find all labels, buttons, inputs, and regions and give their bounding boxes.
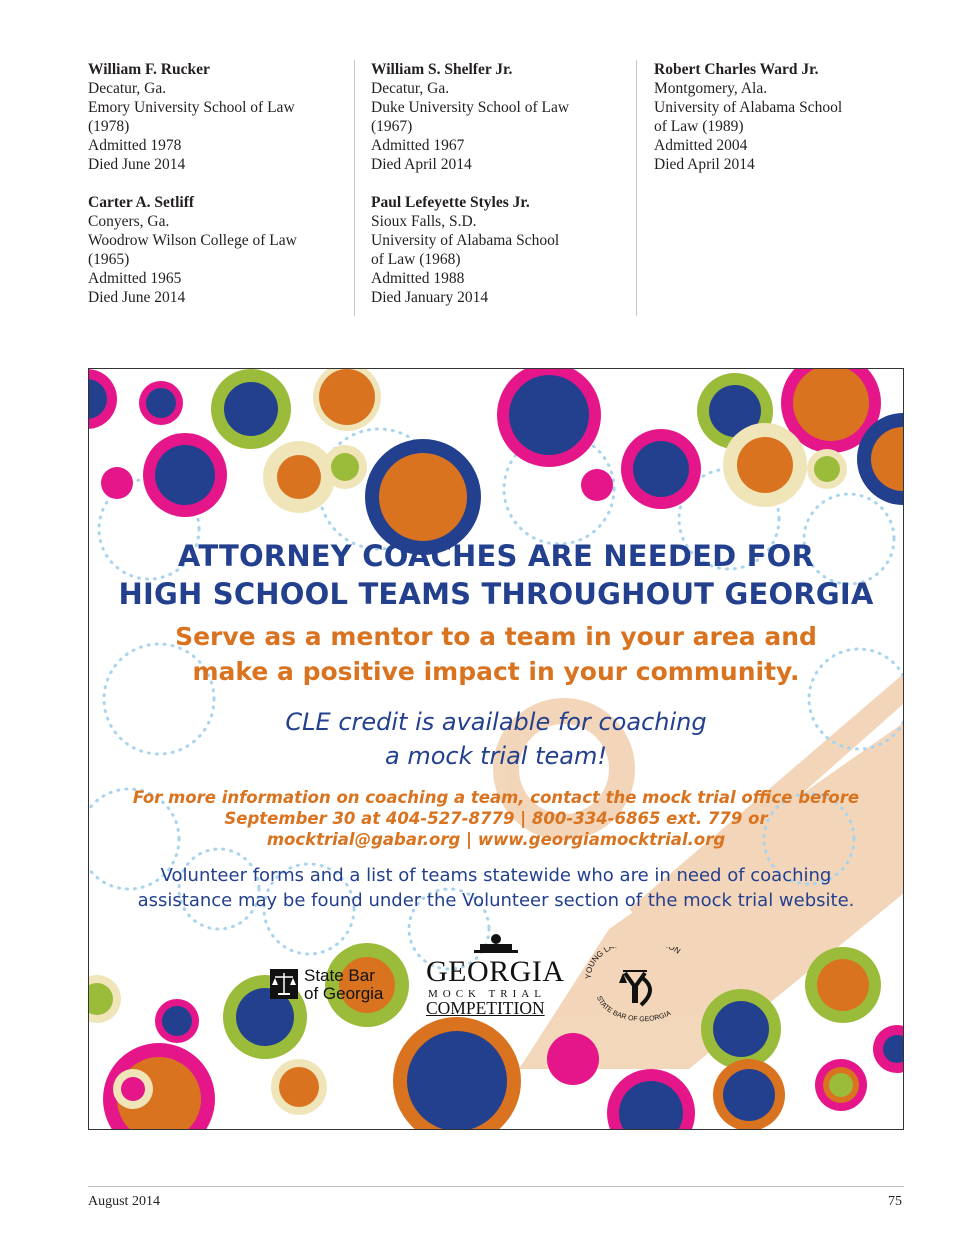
memorial-line: of Law (1989) bbox=[654, 118, 744, 135]
ad-contact-info bbox=[89, 787, 903, 850]
yld-top-arc-text: OUNG LA ON bbox=[585, 947, 683, 975]
contact-line-1: For more information on coaching a team, contact the mock trial office before bbox=[132, 788, 860, 807]
memorial-name: William F. Rucker bbox=[88, 61, 210, 78]
judge-bench-icon bbox=[456, 931, 536, 955]
memorial-line: Died April 2014 bbox=[371, 156, 472, 173]
memorial-line: Died June 2014 bbox=[88, 156, 186, 173]
memorial-line: Died April 2014 bbox=[654, 156, 755, 173]
headline-line-2: HIGH SCHOOL TEAMS THROUGHOUT GEORGIA bbox=[118, 577, 874, 611]
ad-headline bbox=[89, 537, 903, 613]
state-bar-logo bbox=[270, 967, 410, 1007]
contact-line-3: mocktrial@gabar.org | www.georgiamocktrial.org bbox=[266, 830, 726, 849]
mock-trial-advertisement bbox=[88, 368, 904, 1130]
memorial-line: Decatur, Ga. bbox=[88, 80, 167, 97]
logo-georgia-text: GEORGIA bbox=[426, 955, 565, 988]
volunteer-line-1: Volunteer forms and a list of teams statewide who are in need of coaching bbox=[160, 865, 832, 886]
memorial-line: Duke University School of Law bbox=[371, 99, 570, 116]
memorial-entry bbox=[88, 193, 350, 307]
scales-icon bbox=[270, 969, 298, 999]
georgia-mock-trial-logo bbox=[426, 937, 566, 1021]
memorial-name: Paul Lefeyette Styles Jr. bbox=[371, 194, 530, 211]
state-bar-logo-line-2: of Georgia bbox=[304, 984, 384, 1003]
yld-monogram-icon bbox=[619, 971, 650, 1005]
memorial-name: Carter A. Setliff bbox=[88, 194, 195, 211]
contact-line-2: September 30 at 404-527-8779 | 800-334-6865 ext. 779 or bbox=[224, 809, 768, 828]
ad-volunteer-note bbox=[89, 863, 903, 913]
memorial-line: (1965) bbox=[88, 251, 130, 268]
memorial-line: Montgomery, Ala. bbox=[654, 80, 768, 97]
ad-subheadline bbox=[89, 619, 903, 689]
memorial-line: University of Alabama School bbox=[371, 232, 560, 249]
memorial-entry bbox=[371, 193, 619, 307]
headline-line-1: ATTORNEY COACHES ARE NEEDED FOR bbox=[177, 539, 815, 573]
logo-competition-text: COMPETITION bbox=[426, 998, 545, 1018]
memorial-line: Decatur, Ga. bbox=[371, 80, 450, 97]
memorial-line: of Law (1968) bbox=[371, 251, 461, 268]
memorial-name: Robert Charles Ward Jr. bbox=[654, 61, 819, 78]
subheadline-line-1: Serve as a mentor to a team in your area and bbox=[175, 622, 817, 651]
cle-line-1: CLE credit is available for coaching bbox=[285, 708, 707, 736]
memorial-line: University of Alabama School bbox=[654, 99, 843, 116]
footer-issue-date: August 2014 bbox=[88, 1194, 160, 1209]
memorial-line: Woodrow Wilson College of Law bbox=[88, 232, 297, 249]
young-lawyers-division-logo bbox=[585, 947, 695, 1027]
memorial-line: Admitted 2004 bbox=[654, 137, 748, 154]
volunteer-line-2: assistance may be found under the Volunteer section of the mock trial website. bbox=[137, 890, 855, 911]
memorial-line: Sioux Falls, S.D. bbox=[371, 213, 477, 230]
state-bar-logo-line-1: State Bar bbox=[304, 966, 375, 985]
yld-bottom-arc-text: STATE BAR OF GEORGIA bbox=[595, 995, 673, 1024]
ad-cle-note bbox=[89, 705, 903, 773]
cle-line-2: a mock trial team! bbox=[385, 742, 607, 770]
memorial-column-1 bbox=[88, 60, 350, 316]
memorial-entry bbox=[371, 60, 619, 174]
logo-mock-trial-text: MOCK TRIAL bbox=[428, 988, 546, 1000]
memorial-line: Emory University School of Law bbox=[88, 99, 295, 116]
memorial-line: Died June 2014 bbox=[88, 289, 186, 306]
subheadline-line-2: make a positive impact in your community. bbox=[192, 657, 800, 686]
memorial-name: William S. Shelfer Jr. bbox=[371, 61, 513, 78]
memorial-line: Admitted 1988 bbox=[371, 270, 465, 287]
memorial-line: Admitted 1978 bbox=[88, 137, 182, 154]
memorial-entry bbox=[88, 60, 350, 174]
memorial-line: (1978) bbox=[88, 118, 130, 135]
memorial-line: Admitted 1965 bbox=[88, 270, 182, 287]
memorial-line: Admitted 1967 bbox=[371, 137, 465, 154]
memorial-line: Conyers, Ga. bbox=[88, 213, 170, 230]
memorial-column-3 bbox=[636, 60, 904, 316]
footer-page-number: 75 bbox=[888, 1194, 902, 1209]
memorial-line: (1967) bbox=[371, 118, 413, 135]
top-circles bbox=[89, 369, 903, 555]
memorial-line: Died January 2014 bbox=[371, 289, 489, 306]
footer-divider bbox=[88, 1186, 904, 1187]
memorial-entry bbox=[654, 60, 904, 174]
memorial-column-2 bbox=[354, 60, 619, 316]
memorials-section bbox=[88, 60, 904, 316]
